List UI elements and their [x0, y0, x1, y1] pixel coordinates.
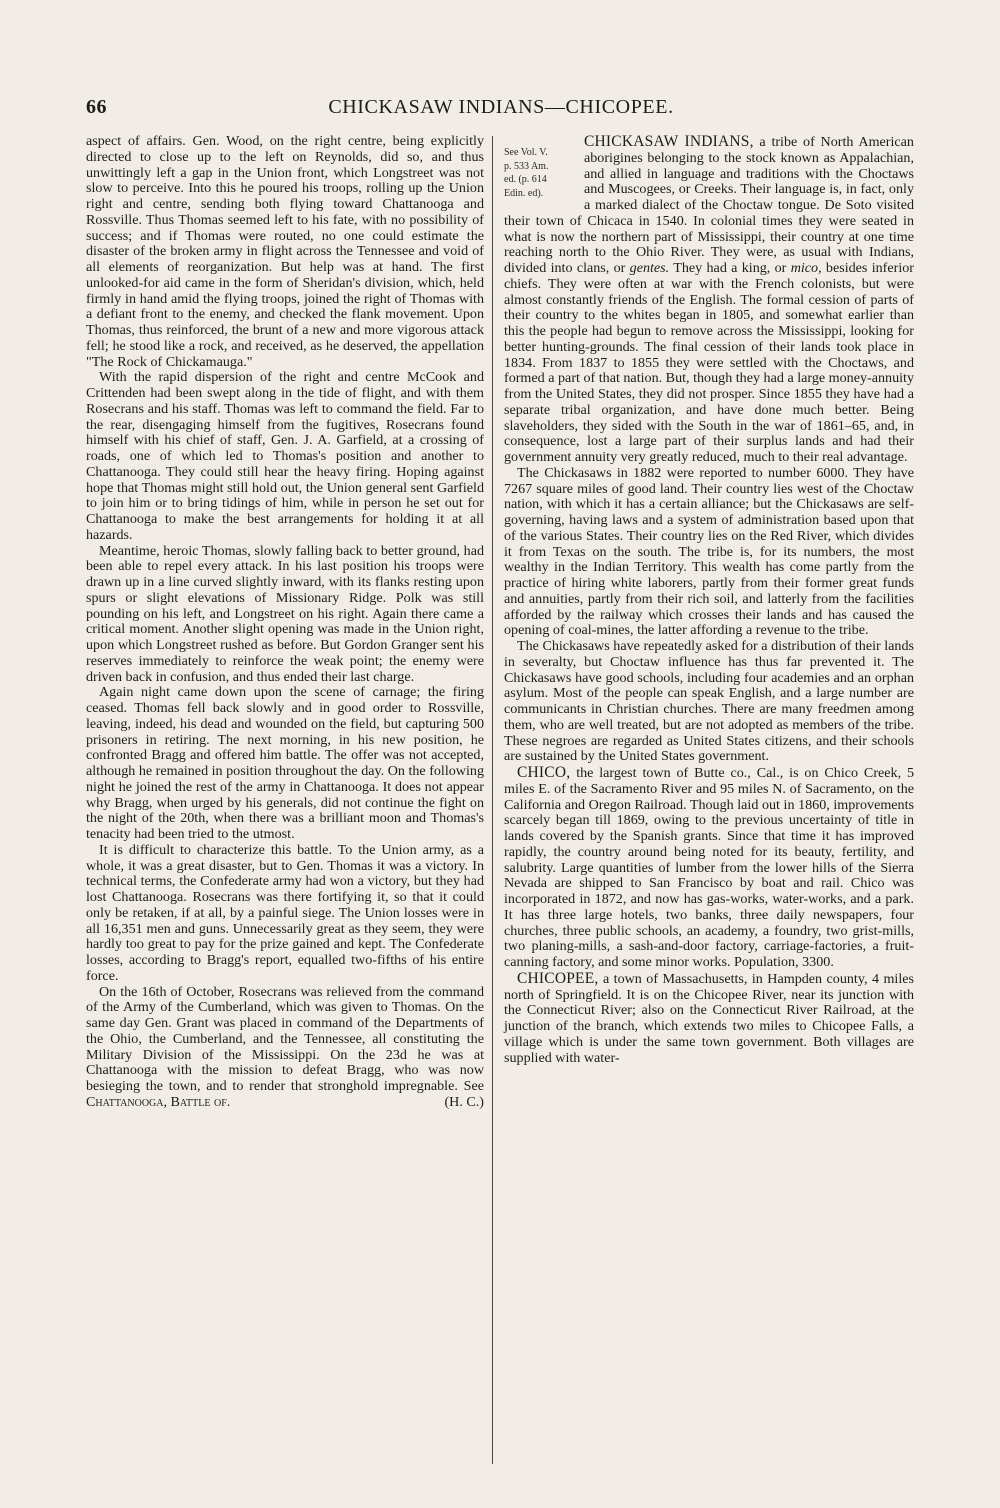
cross-reference: Chattanooga, Battle of.: [86, 1093, 231, 1110]
left-column: [86, 134, 484, 1111]
battle-paragraph-3: Meantime, heroic Thomas, slowly falling back to better ground, had been able to repel every attack. In his last position his troops were drawn up in a line curved slightly inward, with its flanks resting upon spurs or slight elevations of Missionary Ridge. Polk was still pounding on his left, and Longstreet on his right. Again there came a critical moment. Another slight opening was made in the Union right, upon which Longstreet rushed as before. But Gordon Granger sent his reserves immediately to reinforce the weak point; the enemy were driven back in confusion, and thus ended their last charge.: [86, 542, 484, 685]
margin-note-line: See Vol. V.: [504, 147, 548, 158]
italic-term: gentes.: [629, 260, 670, 276]
battle-paragraph-4: Again night came down upon the scene of carnage; the firing ceased. Thomas fell back slowly and in good order to Rossville, leaving, indeed, his dead and wounded on the field, but capturing 500 prisoners in retiring. The next morning, in his new position, he confronted Bragg and offered him battle. The offer was not accepted, although he remained in position throughout the day. On the following night he joined the rest of the army in Chattanooga. It does not appear why Bragg, when urged by his generals, did not continue the fight on the night of the 20th, when there was a brilliant moon and Thomas's tenacity had been tried to the utmost.: [86, 684, 484, 842]
headword-chico: CHICO,: [517, 764, 571, 781]
column-divider: [492, 136, 493, 1464]
entry-chico: [504, 765, 914, 971]
chickasaw-paragraph-3: The Chickasaws have repeatedly asked for a distribution of their lands in severalty, but Choctaw influence has thus far prevented it. The Chickasaws have good schools, including four academies and an orphan asylum. Most of the people can speak English, and a large number are communicants in Christian churches. There are many freedmen among them, who are well treated, but are not adopted as members of the tribe. These negroes are regarded as United States citizens, and their schools are sustained by the United States government.: [504, 638, 914, 765]
chicopee-text: a town of Massachusetts, in Hampden county, 4 miles north of Springfield. It is on the Chicopee River, near its junction with the Connecticut River; also on the Connecticut River Railroad, at the junction of the branch, which extends two miles to Chicopee Falls, a village which is under the same town government. Both villages are supplied with water-: [504, 970, 914, 1066]
entry-chicopee: [504, 971, 914, 1067]
battle-paragraph-6-text: On the 16th of October, Rosecrans was relieved from the command of the Army of the Cumberland, which was given to Thomas. On the same day Gen. Grant was placed in command of the Departments of the Ohio, the Cumberland, and the Tennessee, all constituting the Military Division of the Mississippi. On the 23d he was at Chattanooga with the mission to defeat Bragg, who was now besieging the town, and to render that stronghold impregnable. See: [86, 983, 484, 1094]
margin-note-line: Edin. ed).: [504, 187, 544, 199]
italic-term: mico,: [790, 260, 822, 276]
headword-chicopee: CHICOPEE,: [517, 969, 599, 987]
battle-paragraph-1: aspect of affairs. Gen. Wood, on the right centre, being explicitly directed to close up to the left on Reynolds, did so, and thus unwittingly left a gap in the Union front, which Longstreet was not slow to perceive. Into this he poured his troops, rolling up the Union right and centre, sending both flying toward Chattanooga and Rossville. Thus Thomas seemed left to his fate, with no possibility of success; and if Thomas were routed, no one could estimate the disaster of the broken army in flight across the Tennessee and void of all elements of reorganization. But help was at hand. The first unlooked-for aid came in the form of Sheridan's division, which, held firmly in hand amid the flying troops, joined the right of Thomas with a defiant front to the enemy, and checked the flank movement. Upon Thomas, thus reinforced, the brunt of a new and more vigorous attack fell; he stood like a rock, and received, as he deserved, the appellation "The Rock of Chickamauga.": [86, 133, 484, 370]
chickasaw-text-c: besides inferior chiefs. They were often at war with the French colonists, but were almost constantly friends of the English. The formal cession of parts of their country to the whites began in 1805, and somewhat earlier than this the people had begun to remove across the Mississippi, looking for better hunting-grounds. The final cession of their lands took place in 1834. From 1837 to 1855 they were settled with the Choctaws, and formed a part of that nation. But, though they had a large money-annuity from the United States, they did not prosper. Since 1855 they have had a separate tribal organization, and have done much better. Being slaveholders, they sided with the South in the war of 1861–65, and, in consequence, lost a large part of their surplus lands and had their government annuity very greatly reduced, much to their real advantage.: [504, 260, 914, 465]
author-signature: (H. C.): [444, 1093, 484, 1110]
running-head: CHICKASAW INDIANS—CHICOPEE.: [328, 96, 674, 118]
page-header: [86, 96, 916, 126]
right-column: [504, 134, 914, 1066]
margin-note-line: ed. (p. 614: [504, 174, 547, 186]
entry-chickasaw-indians: [504, 134, 914, 765]
battle-paragraph-2: With the rapid dispersion of the right and centre McCook and Crittenden had been swept along in the tide of flight, and with them Rosecrans and his staff. Thomas was left to command the field. Far to the rear, disengaging himself from the fugitives, Rosecrans found himself with his chief of staff, Gen. J. A. Garfield, at a crossing of roads, one of which led to Thomas's position and another to Chattanooga. They could still hear the heavy firing. Hoping against hope that Thomas might still hold out, the Union general sent Garfield to join him or to bring tidings of him, while in person he set out for Chattanooga to make the best arrangements for holding it at all hazards.: [86, 369, 484, 543]
chico-text: the largest town of Butte co., Cal., is on Chico Creek, 5 miles E. of the Sacramento River and 95 miles N. of Sacramento, on the California and Oregon Railroad. Though laid out in 1860, improvements scarcely began till 1869, owing to the previous uncertainty of title in lands covered by the Spanish grants. Since that time it has improved rapidly, the country around being noted for its beauty, fertility, and salubrity. Large quantities of lumber from the lower hills of the Sierra Nevada are shipped to San Francisco by boat and rail. Chico was incorporated in 1872, and now has gas-works, water-works, and a park. It has three large hotels, two banks, three daily newspapers, four churches, three public schools, an academy, a foundry, two grist-mills, two planing-mills, a sash-and-door factory, carriage-factories, a fruit-canning factory, and some minor works. Population, 3300.: [504, 765, 914, 970]
battle-paragraph-6: [86, 985, 484, 1111]
battle-paragraph-5: It is difficult to characterize this battle. To the Union army, as a whole, it was a great disaster, but to Gen. Thomas it was a victory. In technical terms, the Confederate army had won a victory, but they had lost Chattanooga. Rosecrans was there fortifying it, so that it could only be retaken, if at all, by a painful siege. The Union losses were in all 16,351 men and guns. Unnecessarily great as they seem, they were hardly too great to pay for the prize gained and kept. The Confederate losses, according to Bragg's report, equalled two-fifths of his entire force.: [86, 841, 484, 984]
chickasaw-text-a: a tribe of North American aborigines belonging to the stock known as Appalachian, and allied in language and traditions with the Choctaws and Muscogees, or Creeks. Their language is, in fact, only a marked dialect of the Choctaw tongue. De Soto visited their town of Chicaca in 1540. In colonial times they were seated in what is now the northern part of Mississippi, their country at one time reaching north to the Ohio River. They were, as usual with Indians, divided into clans, or: [504, 134, 914, 276]
margin-note: [504, 146, 576, 200]
chickasaw-paragraph-1: [504, 134, 914, 466]
page-number: 66: [86, 96, 107, 118]
chickasaw-text-b: They had a king, or: [673, 260, 787, 276]
margin-note-line: p. 533 Am.: [504, 160, 549, 172]
headword-chickasaw: CHICKASAW INDIANS,: [584, 133, 754, 150]
chickasaw-paragraph-2: The Chickasaws in 1882 were reported to number 6000. They have 7267 square miles of good land. Their country lies west of the Choctaw nation, with which it has a certain alliance; but the Chickasaws are self-governing, having laws and a system of administration based upon that of the various States. Their country lies on the Red River, which divides it from Texas on the south. The tribe is, for its numbers, the most wealthy in the Indian Territory. This wealth has come partly from the practice of hiring white laborers, partly from their former great funds and annuities, partly from their rich soil, and latterly from the facilities afforded by the railway which crosses their lands and has caused the opening of coal-mines, the latter affording a revenue to the tribe.: [504, 464, 914, 639]
